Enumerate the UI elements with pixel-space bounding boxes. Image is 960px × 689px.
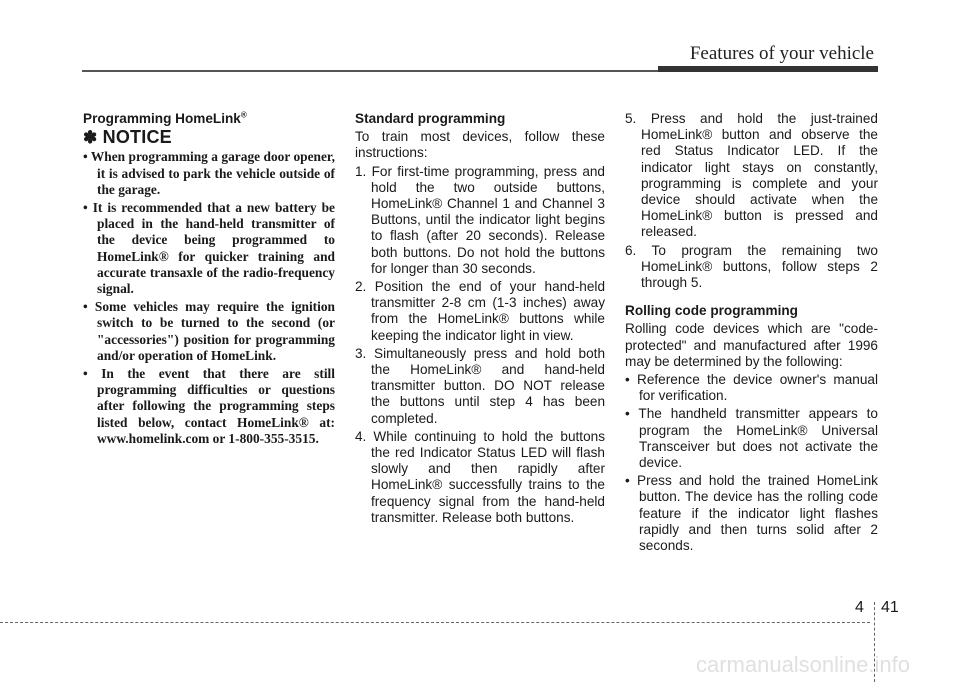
- list-item: • Some vehicles may require the ignition switch to be turned to the second (or "accessories") position for programming and/or operation of HomeLink.: [83, 299, 335, 363]
- watermark-logo: carmanualsonline.info: [695, 652, 910, 677]
- step-item: 2. Position the end of your hand-held transmitter 2-8 cm (1-3 inches) away from the HomeLink® buttons while keeping the indicator light in view.: [355, 279, 605, 343]
- list-item: • When programming a garage door opener, it is advised to park the vehicle outside of the garage.: [83, 149, 335, 197]
- header-rule-accent: [658, 66, 878, 72]
- step-item: 4. While continuing to hold the buttons the red Indicator Status LED will flash slowly and then rapidly after HomeLink® successfully trains to the frequency signal from the hand-held transmitter. Release both buttons.: [355, 428, 605, 525]
- section-heading: Rolling code programming: [625, 303, 798, 319]
- notice-heading: ✽ NOTICE: [83, 127, 172, 148]
- notice-star-icon: ✽: [83, 128, 98, 148]
- list-item: • Press and hold the trained HomeLink button. The device has the rolling code feature if the indicator light flashes rapidly and then turns solid after 2 seconds.: [625, 473, 878, 554]
- column-programming-homelink: [83, 111, 335, 449]
- intro-text: To train most devices, follow these instructions:: [355, 129, 605, 161]
- page-number: 41: [881, 599, 899, 616]
- notice-list: [83, 149, 335, 447]
- footer-rule: [0, 622, 870, 623]
- section-heading: Programming HomeLink®: [83, 110, 247, 126]
- column-standard-programming: [355, 111, 605, 528]
- list-item: • The handheld transmitter appears to program the HomeLink® Universal Transceiver but does not activate the device.: [625, 406, 878, 471]
- step-item: 6. To program the remaining two HomeLink® buttons, follow steps 2 through 5.: [625, 242, 878, 291]
- list-item: • Reference the device owner's manual for verification.: [625, 372, 878, 404]
- step-item: 5. Press and hold the just-trained HomeLink® button and observe the red Status Indicator LED. If the indicator light stays on constantly, programming is complete and your device should activate when the HomeLink® button is pressed and released.: [625, 111, 878, 240]
- list-item: • It is recommended that a new battery be placed in the hand-held transmitter of the device being programmed to HomeLink® for quicker training and accurate transaxle of the radio-frequency signal.: [83, 200, 335, 297]
- step-item: 3. Simultaneously press and hold both the HomeLink® and hand-held transmitter button. DO NOT release the buttons until step 4 has been completed.: [355, 345, 605, 426]
- page-header-title: Features of your vehicle: [689, 43, 874, 64]
- section-heading: Standard programming: [355, 111, 506, 126]
- chapter-number: 4: [855, 599, 864, 616]
- step-item: 1. For first-time programming, press and hold the two outside buttons, HomeLink® Channel 1 and Channel 3 Buttons, until the indicator light begins to flash (after 20 seconds). Release both buttons. Do not hold the buttons for longer than 30 seconds.: [355, 163, 605, 276]
- column-rolling-code: [625, 111, 878, 556]
- list-item: • In the event that there are still programming difficulties or questions after following the programming steps listed below, contact HomeLink® at: www.homelink.com or 1-800-355-3515.: [83, 366, 335, 446]
- intro-text: Rolling code devices which are "code-protected" and manufactured after 1996 may be determined by the following:: [625, 321, 878, 369]
